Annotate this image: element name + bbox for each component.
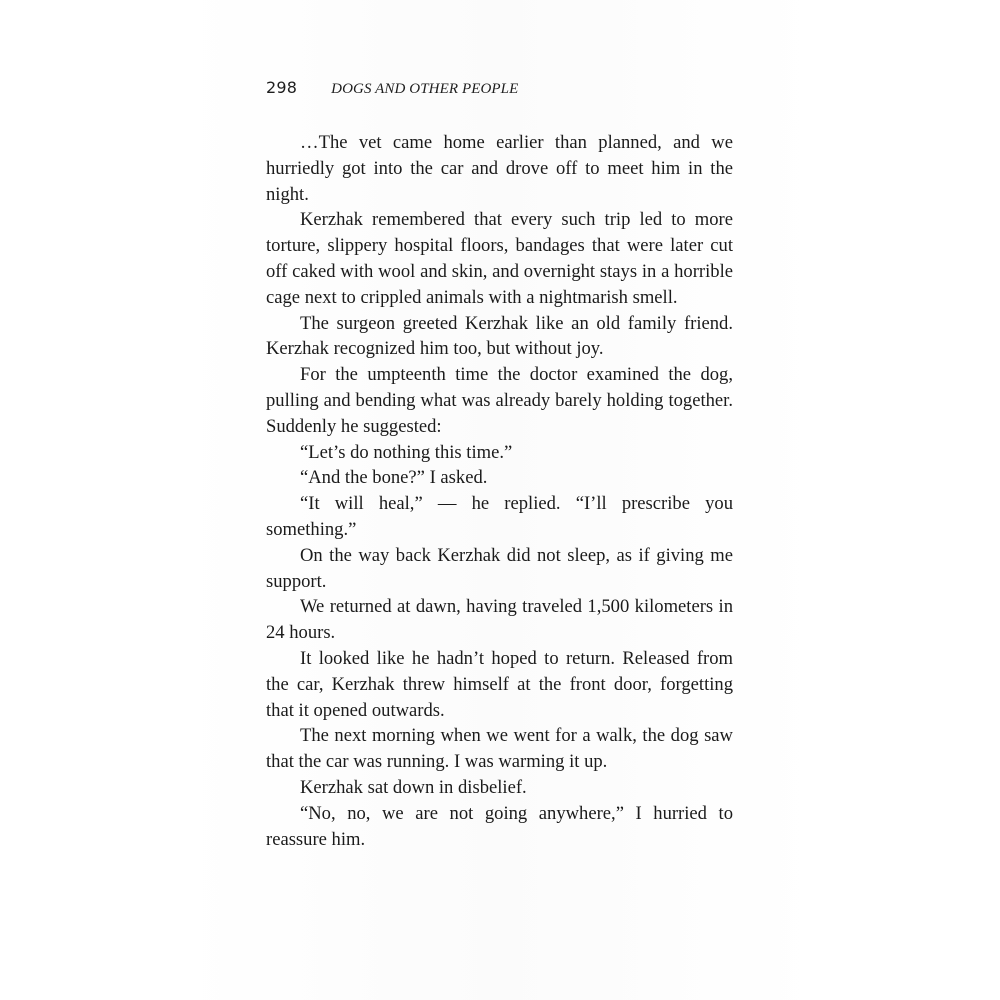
paragraph-13: “No, no, we are not going anywhere,” I hurried to reassure him. <box>266 802 733 850</box>
paragraph-11: The next morning when we went for a walk, the dog saw that the car was running. I was warming it up. <box>266 725 733 773</box>
paragraph-1: …The vet came home earlier than planned, and we hurriedly got into the car and drove off to meet him in the night. <box>266 132 733 205</box>
paragraph-10: It looked like he hadn’t hoped to return. Released from the car, Kerzhak threw himself at the front door, forgetting that it opened outwards. <box>266 647 733 721</box>
paragraph-5: “Let’s do nothing this time.” <box>300 441 513 463</box>
paragraph-12: Kerzhak sat down in disbelief. <box>300 776 527 798</box>
page-number: 298 <box>266 78 298 97</box>
paragraph-4: For the umpteenth time the doctor examined the dog, pulling and bending what was already barely holding together. Suddenly he suggested: <box>266 364 733 437</box>
body-text <box>266 130 733 852</box>
paragraph-6: “And the bone?” I asked. <box>300 467 488 489</box>
paragraph-7: “It will heal,” — he replied. “I’ll prescribe you something.” <box>266 493 733 540</box>
running-title: DOGS AND OTHER PEOPLE <box>331 81 519 97</box>
running-head <box>266 78 518 102</box>
paragraph-2: Kerzhak remembered that every such trip led to more torture, slippery hospital floors, bandages that were later cut off caked with wool and skin, and overnight stays in a horrible cage next to crippled animals with a nightmarish smell. <box>266 209 733 308</box>
paragraph-9: We returned at dawn, having traveled 1,500 kilometers in 24 hours. <box>266 596 733 644</box>
paragraph-3: The surgeon greeted Kerzhak like an old family friend. Kerzhak recognized him too, but without joy. <box>266 312 733 360</box>
paragraph-8: On the way back Kerzhak did not sleep, as if giving me support. <box>266 544 733 592</box>
